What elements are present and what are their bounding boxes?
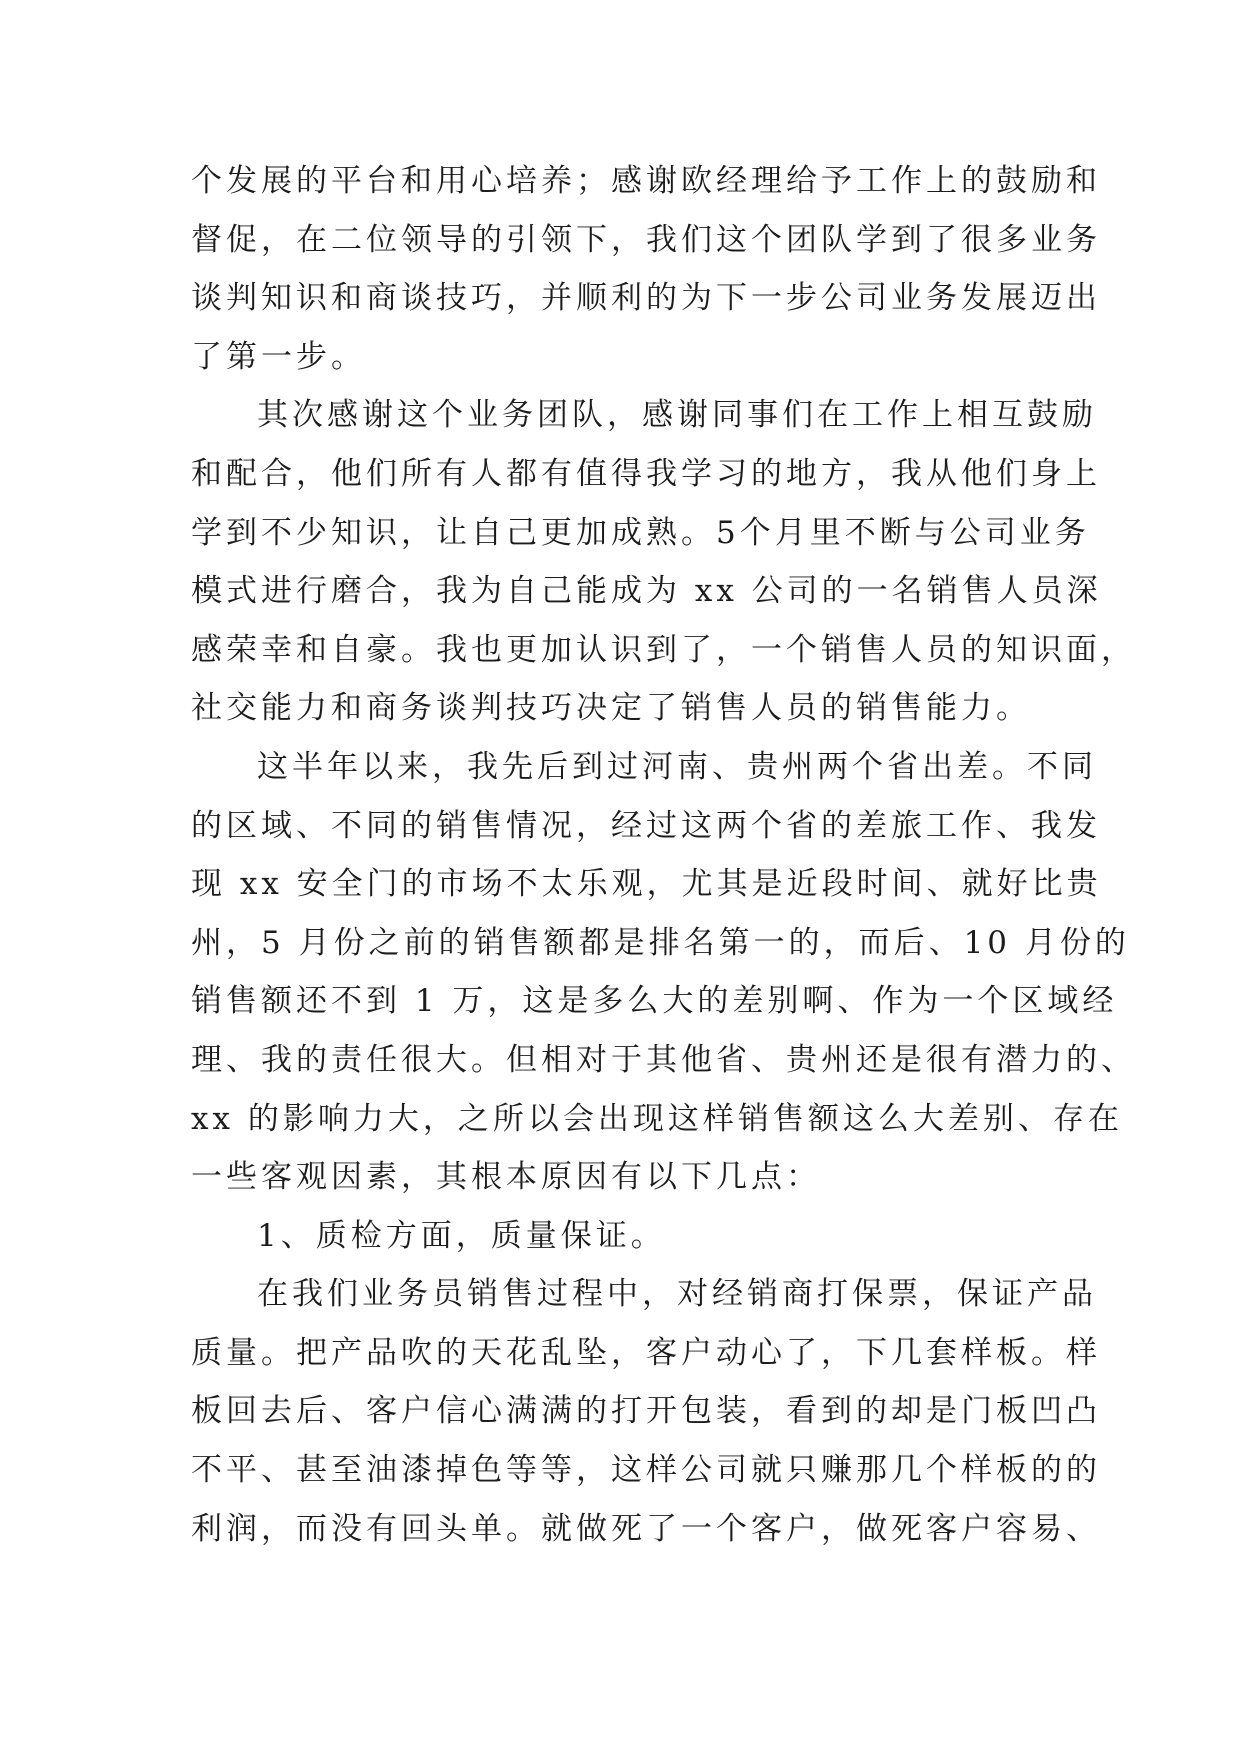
text-line: 督促，在二位领导的引领下，我们这个团队学到了很多业务 bbox=[191, 221, 1101, 258]
text-line: 模式进行磨合，我为自己能成为 xx 公司的一名销售人员深 bbox=[191, 573, 1102, 610]
text-line: 销售额还不到 1 万，这是多么大的差别啊、作为一个区域经 bbox=[191, 983, 1118, 1020]
document-body bbox=[191, 152, 1136, 1558]
text-line: 感荣幸和自豪。我也更加认识到了，一个销售人员的知识面， bbox=[191, 631, 1136, 668]
text-line: 和配合，他们所有人都有值得我学习的地方，我从他们身上 bbox=[191, 455, 1101, 492]
text-line: 1、质检方面，质量保证。 bbox=[257, 1217, 666, 1254]
text-line: 板回去后、客户信心满满的打开包装，看到的却是门板凹凸 bbox=[191, 1393, 1101, 1430]
text-line: 其次感谢这个业务团队，感谢同事们在工作上相互鼓励 bbox=[257, 397, 1097, 434]
text-line: 学到不少知识，让自己更加成熟。5个月里不断与公司业务 bbox=[191, 514, 1090, 551]
text-line: 在我们业务员销售过程中，对经销商打保票，保证产品 bbox=[257, 1276, 1097, 1313]
text-line: 这半年以来，我先后到过河南、贵州两个省出差。不同 bbox=[257, 748, 1097, 785]
text-line: 不平、甚至油漆掉色等等，这样公司就只赚那几个样板的的 bbox=[191, 1452, 1101, 1489]
text-line: 州，5 月份之前的销售额都是排名第一的，而后、10 月份的 bbox=[191, 924, 1130, 961]
text-line: 质量。把产品吹的天花乱坠，客户动心了，下几套样板。样 bbox=[191, 1334, 1101, 1371]
text-line: 了第一步。 bbox=[191, 338, 366, 375]
text-line: xx 的影响力大，之所以会出现这样销售额这么大差别、存在 bbox=[191, 1100, 1123, 1137]
text-line: 理、我的责任很大。但相对于其他省、贵州还是很有潜力的、 bbox=[191, 1041, 1136, 1078]
text-line: 谈判知识和商谈技巧，并顺利的为下一步公司业务发展迈出 bbox=[191, 280, 1101, 317]
text-line: 个发展的平台和用心培养；感谢欧经理给予工作上的鼓励和 bbox=[191, 163, 1101, 199]
text-line: 利润，而没有回头单。就做死了一个客户，做死客户容易、 bbox=[191, 1510, 1101, 1547]
text-line: 社交能力和商务谈判技巧决定了销售人员的销售能力。 bbox=[191, 690, 1031, 727]
text-line: 现 xx 安全门的市场不太乐观，尤其是近段时间、就好比贵 bbox=[191, 866, 1102, 903]
text-line: 一些客观因素，其根本原因有以下几点： bbox=[191, 1159, 821, 1196]
text-line: 的区域、不同的销售情况，经过这两个省的差旅工作、我发 bbox=[191, 807, 1101, 844]
